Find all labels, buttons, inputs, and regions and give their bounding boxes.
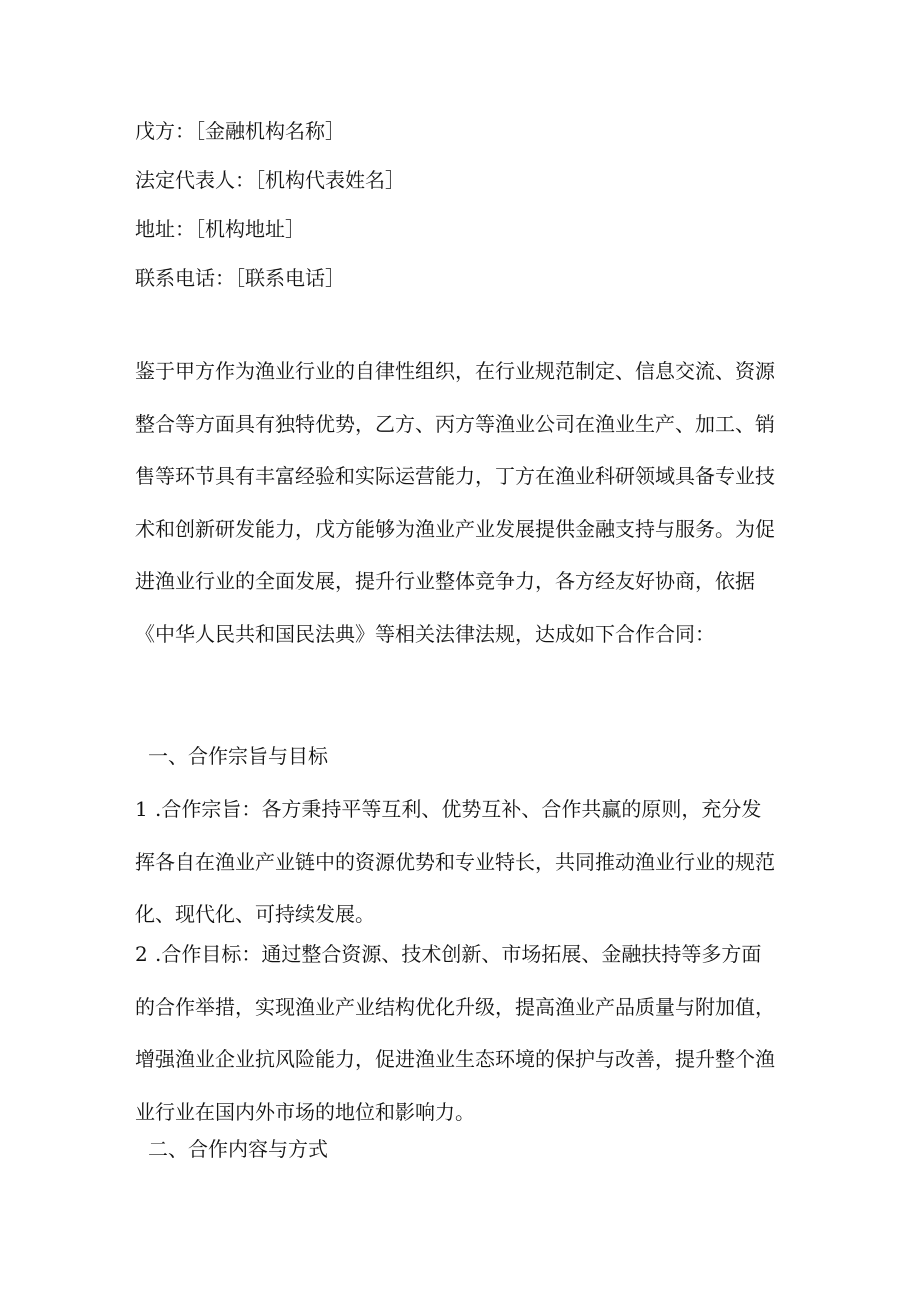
item-number: 2 [135,942,148,966]
section-2-heading: 二、合作内容与方式 [148,1137,328,1161]
section-1-heading: 一、合作宗旨与目标 [148,744,328,768]
item-text: .合作宗旨：各方秉持平等互利、优势互补、合作共赢的原则，充分发挥各自在渔业产业链中的资源优势和专业特长，共同推动渔业行业的规范化、现代化、可持续发展。 [135,797,775,926]
party-wu-line: 戊方：［金融机构名称］ [135,119,345,143]
item-text: .合作目标：通过整合资源、技术创新、市场拓展、金融扶持等多方面的合作举措，实现渔业产业结构优化升级，提高渔业产品质量与附加值，增强渔业企业抗风险能力，促进渔业生态环境的保护与改善，提升整个渔业行业在国内外市场的地位和影响力。 [135,942,775,1124]
preamble-paragraph: 鉴于甲方作为渔业行业的自律性组织，在行业规范制定、信息交流、资源整合等方面具有独特优势，乙方、丙方等渔业公司在渔业生产、加工、销售等环节具有丰富经验和实际运营能力，丁方在渔业科研领域具备专业技术和创新研发能力，戊方能够为渔业产业发展提供金融支持与服务。为促进渔业行业的全面发展，提升行业整体竞争力，各方经友好协商，依据《中华人民共和国民法典》等相关法律法规，达成如下合作合同： [135,359,775,646]
address-line: 地址：［机构地址］ [135,217,305,241]
representative-line: 法定代表人：［机构代表姓名］ [135,168,405,192]
section-1-item-1 [135,783,775,941]
item-number: 1 [135,797,148,821]
phone-line: 联系电话：［联系电话］ [135,266,345,290]
section-1-item-2 [135,928,775,1138]
